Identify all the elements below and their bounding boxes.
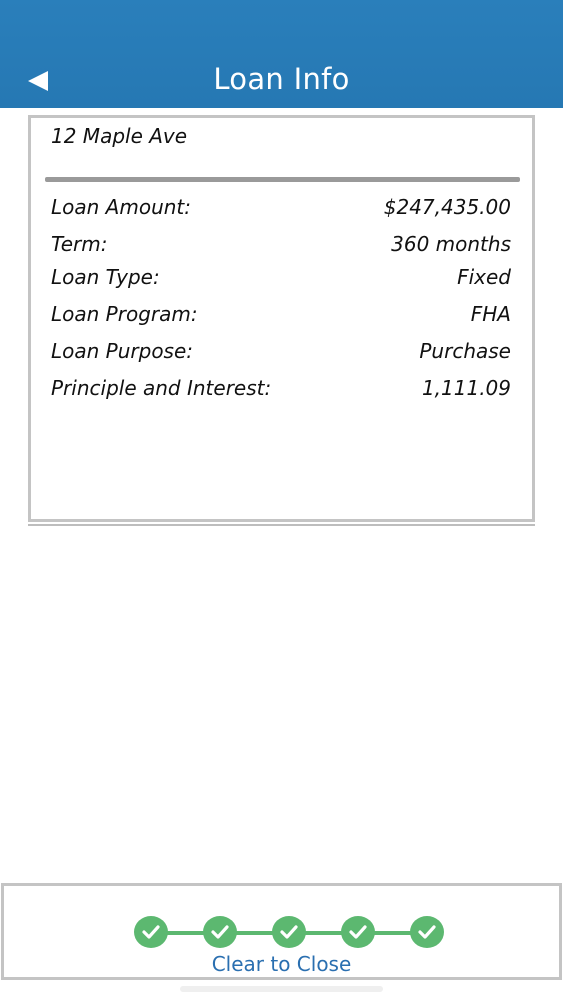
home-indicator[interactable]	[180, 986, 383, 992]
step-complete	[410, 916, 444, 948]
status-label: Clear to Close	[211, 952, 352, 976]
divider	[45, 177, 520, 182]
row-value: FHA	[470, 302, 511, 326]
loan-purpose-row	[51, 339, 511, 367]
principal-interest-row	[51, 376, 511, 404]
checkmark-icon	[417, 924, 437, 940]
loan-status-bar[interactable]	[1, 883, 562, 980]
loan-type-row	[51, 265, 511, 293]
row-value: $247,435.00	[383, 195, 511, 219]
row-label: Loan Amount:	[51, 195, 191, 219]
term-row	[51, 232, 511, 260]
step-complete	[272, 916, 306, 948]
checkmark-icon	[210, 924, 230, 940]
row-label: Principle and Interest:	[51, 376, 272, 400]
row-label: Loan Type:	[51, 265, 160, 289]
checkmark-icon	[348, 924, 368, 940]
header-bar	[0, 0, 563, 108]
row-value: Purchase	[419, 339, 511, 363]
card-bottom-divider	[28, 524, 535, 526]
row-value: Fixed	[457, 265, 511, 289]
loan-amount-row	[51, 195, 511, 223]
loan-program-row	[51, 302, 511, 330]
property-address: 12 Maple Ave	[51, 124, 188, 148]
row-label: Term:	[51, 232, 108, 256]
checkmark-icon	[279, 924, 299, 940]
row-value: 360 months	[391, 232, 511, 256]
page-title: Loan Info	[213, 62, 350, 96]
row-value: 1,111.09	[421, 376, 511, 400]
progress-steps	[132, 916, 447, 950]
loan-info-card	[28, 115, 535, 522]
row-label: Loan Purpose:	[51, 339, 194, 363]
row-label: Loan Program:	[51, 302, 198, 326]
step-complete	[203, 916, 237, 948]
step-complete	[134, 916, 168, 948]
checkmark-icon	[141, 924, 161, 940]
step-complete	[341, 916, 375, 948]
